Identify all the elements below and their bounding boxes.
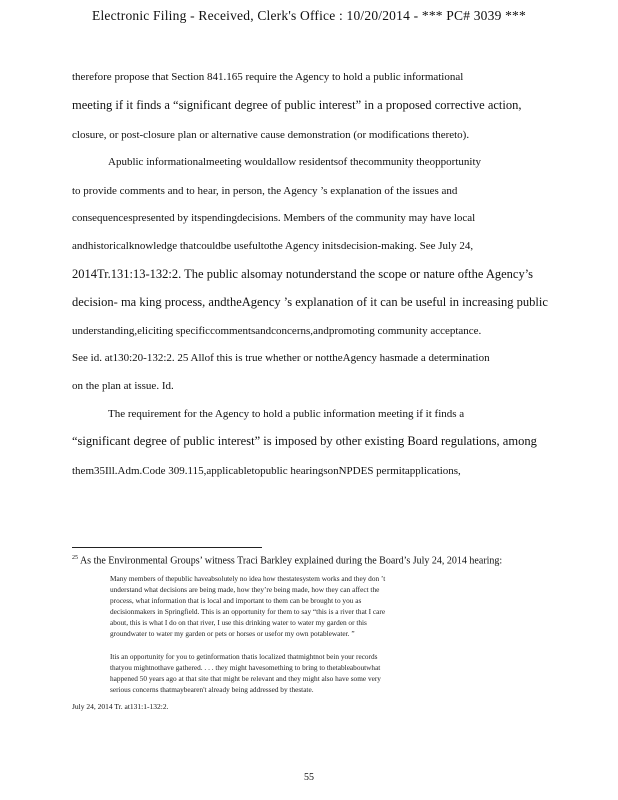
quote-line: Many members of thepublic haveabsolutely no idea how thestatesystem works and they don ’t	[110, 574, 386, 583]
quote-line: thatyou mightnothave gathered. . . . they might havesomething to bring to thetableaboutwhat	[110, 663, 381, 672]
body-line: andhistoricalknowledge thatcouldbe usefultothe Agency initsdecision-making. See July 24,	[72, 240, 474, 252]
quote-line: serious concerns thatmaybearen't already being addressed by thestate.	[110, 685, 314, 694]
quote-line: Itis an opportunity for you to getinformation thatis localized thatmightnot bein your records	[110, 652, 378, 661]
filing-header: Electronic Filing - Received, Clerk's Office : 10/20/2014 - *** PC# 3039 ***	[92, 8, 526, 23]
footnote-marker: 25	[72, 555, 78, 561]
footnote-heading	[72, 555, 502, 566]
body-line: to provide comments and to hear, in person, the Agency ’s explanation of the issues and	[72, 185, 458, 197]
body-line: See id. at130:20-132:2. 25 Allof this is true whether or nottheAgency hasmade a determination	[72, 352, 490, 364]
quote-line: decisionmakers in Springfield. This is an opportunity for them to say “this is a river that I care	[110, 607, 386, 616]
footnote-heading-text: As the Environmental Groups’ witness Traci Barkley explained during the Board’s July 24, 2014 hearing:	[79, 555, 503, 567]
footnote-citation: July 24, 2014 Tr. at131:1-132:2.	[72, 702, 169, 711]
body-line: 2014Tr.131:13-132:2. The public alsomay notunderstand the scope or nature ofthe Agency’s	[72, 267, 534, 281]
quote-line: groundwater to water my garden or pets or horses or usefor my own potablewater. ”	[110, 629, 355, 638]
footnote-divider	[72, 547, 262, 548]
page-number: 55	[304, 772, 314, 783]
body-line: decision- ma king process, andtheAgency ’s explanation of it can be useful in increasing public	[72, 295, 548, 309]
body-line: them35Ill.Adm.Code 309.115,applicabletopublic hearingsonNPDES permitapplications,	[72, 465, 461, 477]
body-line: meeting if it finds a “significant degree of public interest” in a proposed corrective action,	[72, 98, 522, 112]
body-line: understanding,eliciting specificcommentsandconcerns,andpromoting community acceptance.	[72, 325, 482, 337]
body-line: on the plan at issue. Id.	[72, 380, 174, 392]
body-line: “significant degree of public interest” is imposed by other existing Board regulations, among	[72, 434, 537, 448]
body-line: therefore propose that Section 841.165 require the Agency to hold a public informational	[72, 71, 464, 83]
quote-line: happened 50 years ago at that site that might be relevant and they might also have some very	[110, 674, 381, 683]
body-line: The requirement for the Agency to hold a public information meeting if it finds a	[108, 408, 465, 420]
quote-line: about, this is what I do on that river, I use this drinking water to water my garden or this	[110, 618, 367, 627]
body-line: consequencespresented by itspendingdecisions. Members of the community may have local	[72, 212, 476, 224]
body-line: closure, or post-closure plan or alternative cause demonstration (or modifications thereto).	[72, 129, 470, 141]
body-line: Apublic informationalmeeting wouldallow residentsof thecommunity theopportunity	[108, 156, 482, 168]
quote-line: understand what decisions are being made, how they’re being made, how they can affect the	[110, 585, 380, 594]
quote-line: process, what information that is local and important to them can be brought to you as	[110, 596, 362, 605]
